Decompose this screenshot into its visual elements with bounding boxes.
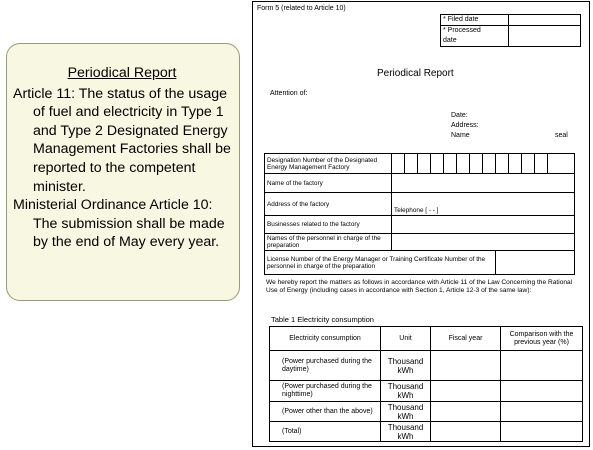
digit-cell[interactable] <box>431 154 444 174</box>
fiscal-year-cell[interactable] <box>431 351 501 381</box>
name-label: Name <box>451 132 470 139</box>
unit-cell: Thousand kWh <box>381 381 431 402</box>
license-number-field[interactable] <box>496 251 575 275</box>
article-11-text: Article 11: The status of the usage of fuel and electricity in Type 1 and Type 2 Designated Energy Management Factories shall be reported to the competent minister. <box>13 85 231 195</box>
processed-date-label-2: date <box>443 37 457 44</box>
date-label: Date: <box>451 112 468 119</box>
digit-cell[interactable] <box>470 154 483 174</box>
header-unit: Unit <box>381 327 431 351</box>
comparison-cell[interactable] <box>501 422 583 442</box>
header-fiscal-year: Fiscal year <box>431 327 501 351</box>
fiscal-year-cell[interactable] <box>431 422 501 442</box>
row-label-nighttime: (Power purchased during the nighttime) <box>270 381 381 402</box>
comparison-cell[interactable] <box>501 351 583 381</box>
businesses-field[interactable] <box>392 216 575 234</box>
attention-label: Attention of: <box>270 90 308 97</box>
fiscal-year-cell[interactable] <box>431 381 501 402</box>
factory-name-field[interactable] <box>392 174 575 193</box>
digit-cell[interactable] <box>548 154 575 174</box>
declaration-statement: We hereby report the matters as follows in accordance with Article 11 of the Law Concerning the Rational Use of Energy (including cases in accordance with Section 1, Article 12-3 of the same law): <box>266 279 573 294</box>
digit-cell[interactable] <box>457 154 470 174</box>
form-sheet <box>252 1 590 447</box>
digit-cell[interactable] <box>509 154 522 174</box>
telephone-field[interactable]: Telephone [ - - ] <box>394 207 439 214</box>
fiscal-year-cell[interactable] <box>431 402 501 422</box>
address-label: Address: <box>451 122 479 129</box>
unit-cell: Thousand kWh <box>381 402 431 422</box>
digit-cell[interactable] <box>392 154 405 174</box>
processed-date-label: * Processed <box>443 27 481 34</box>
digit-cell[interactable] <box>496 154 509 174</box>
row-label-daytime: (Power purchased during the daytime) <box>270 351 381 381</box>
digit-cell[interactable] <box>522 154 535 174</box>
electricity-consumption-table <box>269 326 583 442</box>
comparison-cell[interactable] <box>501 381 583 402</box>
factory-name-label: Name of the factory <box>265 174 392 193</box>
license-number-label: License Number of the Energy Manager or Training Certificate Number of the personnel in charge of the preparation <box>265 251 496 275</box>
form-number: Form 5 (related to Article 10) <box>257 5 346 12</box>
unit-cell: Thousand kWh <box>381 351 431 381</box>
digit-cell[interactable] <box>405 154 418 174</box>
unit-cell: Thousand kWh <box>381 422 431 442</box>
digit-cell[interactable] <box>444 154 457 174</box>
comparison-cell[interactable] <box>501 402 583 422</box>
row-label-other: (Power other than the above) <box>270 402 381 422</box>
digit-cell[interactable] <box>418 154 431 174</box>
filed-date-label: * Filed date <box>443 16 479 23</box>
factory-address-field[interactable] <box>392 193 575 216</box>
table1-caption: Table 1 Electricity consumption <box>271 315 374 324</box>
card-title: Periodical Report <box>67 65 177 81</box>
filed-date-box <box>440 14 581 47</box>
digit-cell[interactable] <box>535 154 548 174</box>
header-electricity-consumption: Electricity consumption <box>270 327 381 351</box>
seal-label: seal <box>555 132 568 139</box>
factory-address-label: Address of the factory <box>265 193 392 216</box>
ordinance-article-10-text: Ministerial Ordinance Article 10: The submission shall be made by the end of May every year. <box>13 197 225 251</box>
digit-cell[interactable] <box>483 154 496 174</box>
personnel-field[interactable] <box>392 234 575 251</box>
businesses-label: Businesses related to the factory <box>265 216 392 234</box>
explanation-card <box>6 43 240 301</box>
designation-number-label: Designation Number of the Designated Energy Management Factory <box>265 154 392 174</box>
personnel-label: Names of the personnel in charge of the preparation <box>265 234 392 251</box>
row-label-total: (Total) <box>270 422 381 442</box>
header-comparison: Comparison with the previous year (%) <box>501 327 583 351</box>
form-title: Periodical Report <box>377 68 454 79</box>
factory-info-table <box>264 153 575 275</box>
